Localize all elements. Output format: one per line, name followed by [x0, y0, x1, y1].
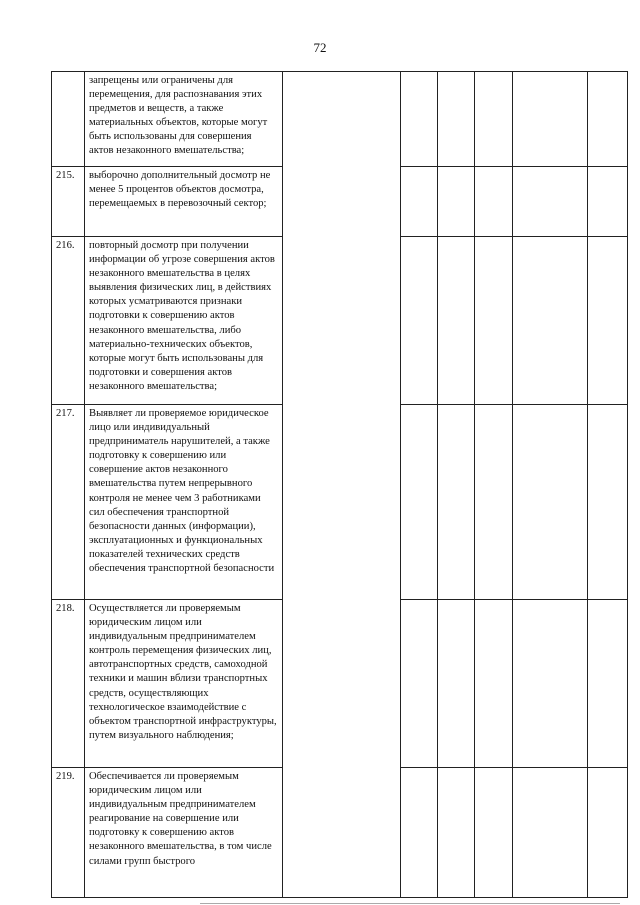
- row-number: 217.: [52, 405, 85, 600]
- answer-na-cell: [475, 72, 513, 167]
- row-question: запрещены или ограничены для перемещения, для распознавания этих предметов и веществ, а также материальных объектов, которые могут быть использованы для совершения актов незаконного вмешательства;: [85, 72, 283, 167]
- note-cell: [588, 167, 628, 237]
- answer-yes-cell: [401, 768, 438, 898]
- note-cell: [588, 600, 628, 768]
- answer-no-cell: [438, 405, 475, 600]
- answer-yes-cell: [401, 167, 438, 237]
- answer-yes-cell: [401, 600, 438, 768]
- requirements-cell: [283, 72, 401, 898]
- answer-no-cell: [438, 768, 475, 898]
- checklist-table: [51, 71, 628, 898]
- row-question: Обеспечивается ли проверяемым юридическим лицом или индивидуальным предпринимателем реагирование на совершение или подготовку к совершению актов незаконного вмешательства, в том числе силами групп быстрого: [85, 768, 283, 898]
- row-question: Осуществляется ли проверяемым юридическим лицом или индивидуальным предпринимателем контроль перемещения физических лиц, автотранспортных средств, самоходной техники и машин вблизи транспортных средств, осуществляющих технологическое взаимодействие с объектом транспортной инфраструктуры, путем визуального наблюдения;: [85, 600, 283, 768]
- answer-na-cell: [475, 405, 513, 600]
- row-number: [52, 72, 85, 167]
- row-number: 215.: [52, 167, 85, 237]
- answer-yes-cell: [401, 405, 438, 600]
- basis-cell: [513, 768, 588, 898]
- answer-yes-cell: [401, 237, 438, 405]
- basis-cell: [513, 405, 588, 600]
- row-number: 216.: [52, 237, 85, 405]
- answer-yes-cell: [401, 72, 438, 167]
- table-row: [52, 72, 628, 167]
- row-number: 218.: [52, 600, 85, 768]
- note-cell: [588, 72, 628, 167]
- page-number: 72: [313, 40, 327, 55]
- answer-na-cell: [475, 768, 513, 898]
- basis-cell: [513, 600, 588, 768]
- answer-no-cell: [438, 237, 475, 405]
- page-bottom-edge: [200, 903, 620, 904]
- basis-cell: [513, 237, 588, 405]
- row-question: выборочно дополнительный досмотр не менее 5 процентов объектов досмотра, перемещаемых в перевозочный сектор;: [85, 167, 283, 237]
- answer-no-cell: [438, 600, 475, 768]
- row-number: 219.: [52, 768, 85, 898]
- answer-na-cell: [475, 237, 513, 405]
- row-question: Выявляет ли проверяемое юридическое лицо или индивидуальный предприниматель нарушителей, а также подготовку к совершению или совершение актов незаконного вмешательства путем непрерывного контроля не менее чем 3 работниками сил обеспечения транспортной безопасности данных (информации), эксплуатационных и функциональных показателей технических средств обеспечения транспортной безопасности: [85, 405, 283, 600]
- answer-na-cell: [475, 167, 513, 237]
- answer-na-cell: [475, 600, 513, 768]
- basis-cell: [513, 167, 588, 237]
- answer-no-cell: [438, 167, 475, 237]
- answer-no-cell: [438, 72, 475, 167]
- note-cell: [588, 237, 628, 405]
- note-cell: [588, 405, 628, 600]
- note-cell: [588, 768, 628, 898]
- basis-cell: [513, 72, 588, 167]
- row-question: повторный досмотр при получении информации об угрозе совершения актов незаконного вмешательства в целях выявления физических лиц, в действиях которых усматриваются признаки подготовки к совершению актов незаконного вмешательства, либо материально-технических объектов, которые могут быть использованы для подготовки и совершения актов незаконного вмешательства;: [85, 237, 283, 405]
